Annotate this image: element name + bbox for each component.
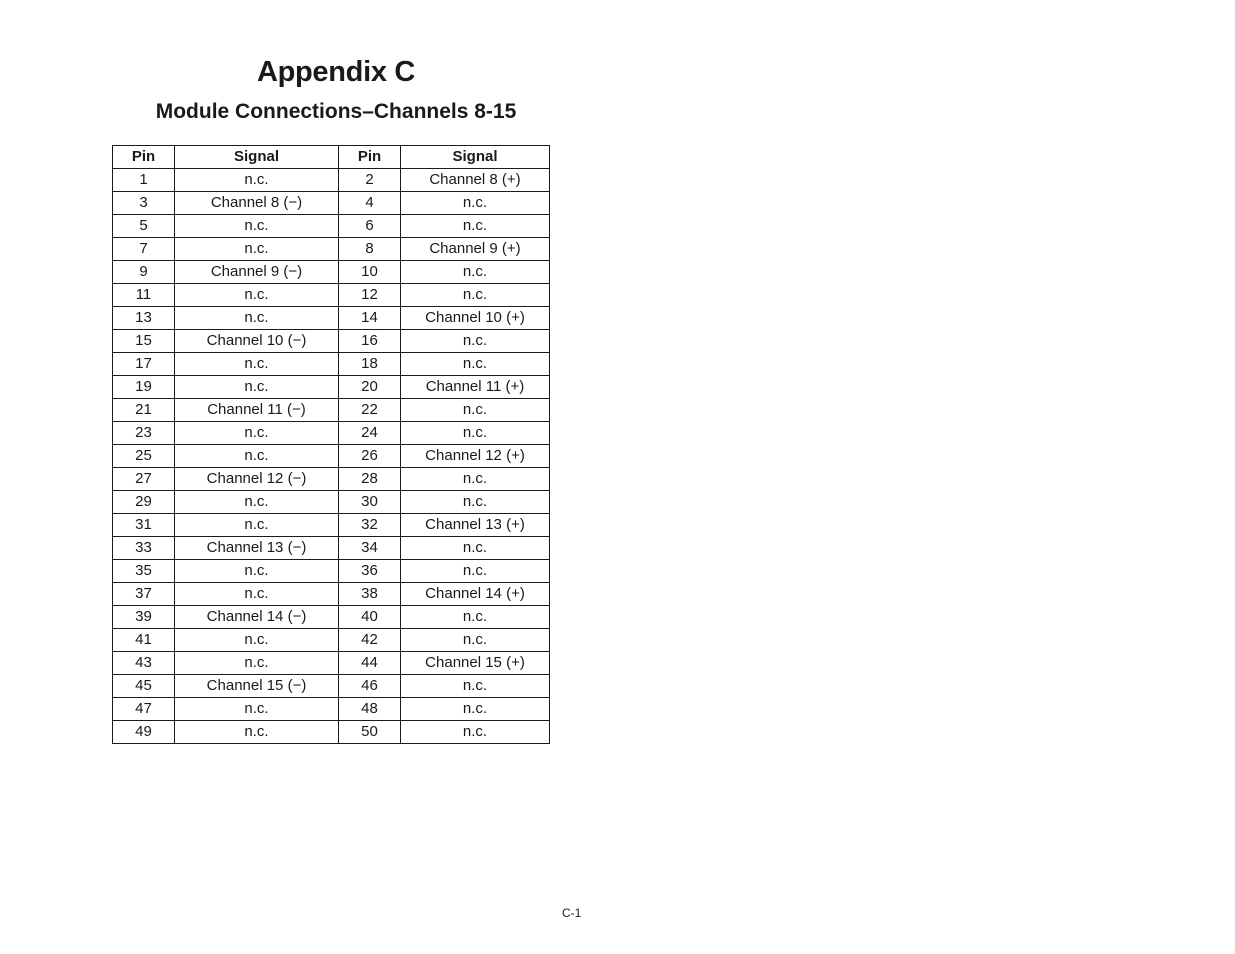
- table-row: [113, 376, 550, 399]
- table-row: [113, 238, 550, 261]
- signal-right-cell: n.c.: [401, 537, 550, 560]
- signal-right-cell: n.c.: [401, 261, 550, 284]
- pin-left-cell: 31: [113, 514, 175, 537]
- signal-right-cell: n.c.: [401, 353, 550, 376]
- pin-left-cell: 7: [113, 238, 175, 261]
- pin-left-cell: 3: [113, 192, 175, 215]
- pin-left-cell: 35: [113, 560, 175, 583]
- pin-right-cell: 28: [339, 468, 401, 491]
- signal-left-cell: n.c.: [175, 238, 339, 261]
- pin-left-cell: 11: [113, 284, 175, 307]
- pin-right-cell: 8: [339, 238, 401, 261]
- header-pin-right: Pin: [339, 146, 401, 169]
- signal-right-cell: Channel 11 (+): [401, 376, 550, 399]
- table-row: [113, 468, 550, 491]
- table-row: [113, 284, 550, 307]
- signal-left-cell: n.c.: [175, 376, 339, 399]
- pin-right-cell: 50: [339, 721, 401, 744]
- pin-left-cell: 9: [113, 261, 175, 284]
- table-row: [113, 399, 550, 422]
- page-title: Appendix C: [256, 56, 416, 89]
- pin-left-cell: 27: [113, 468, 175, 491]
- signal-right-cell: n.c.: [401, 215, 550, 238]
- pin-right-cell: 14: [339, 307, 401, 330]
- table-row: [113, 261, 550, 284]
- pin-left-cell: 39: [113, 606, 175, 629]
- signal-left-cell: Channel 14 (−): [175, 606, 339, 629]
- signal-right-cell: n.c.: [401, 192, 550, 215]
- pin-right-cell: 44: [339, 652, 401, 675]
- page-subtitle: Module Connections–Channels 8-15: [155, 100, 517, 124]
- signal-left-cell: n.c.: [175, 422, 339, 445]
- signal-right-cell: Channel 8 (+): [401, 169, 550, 192]
- pin-left-cell: 17: [113, 353, 175, 376]
- pin-right-cell: 46: [339, 675, 401, 698]
- pin-left-cell: 19: [113, 376, 175, 399]
- pin-left-cell: 41: [113, 629, 175, 652]
- table-row: [113, 330, 550, 353]
- pin-left-cell: 33: [113, 537, 175, 560]
- signal-right-cell: n.c.: [401, 721, 550, 744]
- table-body: [113, 169, 550, 744]
- table-row: [113, 491, 550, 514]
- table-row: [113, 583, 550, 606]
- pin-right-cell: 36: [339, 560, 401, 583]
- signal-right-cell: Channel 13 (+): [401, 514, 550, 537]
- signal-left-cell: n.c.: [175, 284, 339, 307]
- table-row: [113, 721, 550, 744]
- signal-left-cell: Channel 12 (−): [175, 468, 339, 491]
- pin-left-cell: 29: [113, 491, 175, 514]
- table-row: [113, 652, 550, 675]
- signal-left-cell: Channel 9 (−): [175, 261, 339, 284]
- table-row: [113, 514, 550, 537]
- header-pin-left: Pin: [113, 146, 175, 169]
- table-row: [113, 445, 550, 468]
- table-row: [113, 675, 550, 698]
- signal-left-cell: n.c.: [175, 652, 339, 675]
- pin-left-cell: 49: [113, 721, 175, 744]
- pin-right-cell: 12: [339, 284, 401, 307]
- pin-right-cell: 18: [339, 353, 401, 376]
- signal-right-cell: n.c.: [401, 675, 550, 698]
- signal-right-cell: n.c.: [401, 330, 550, 353]
- pin-right-cell: 38: [339, 583, 401, 606]
- signal-left-cell: Channel 13 (−): [175, 537, 339, 560]
- signal-right-cell: Channel 10 (+): [401, 307, 550, 330]
- pin-left-cell: 15: [113, 330, 175, 353]
- pin-right-cell: 48: [339, 698, 401, 721]
- pin-left-cell: 47: [113, 698, 175, 721]
- pin-right-cell: 24: [339, 422, 401, 445]
- table-row: [113, 215, 550, 238]
- pin-right-cell: 6: [339, 215, 401, 238]
- signal-right-cell: n.c.: [401, 468, 550, 491]
- pin-right-cell: 20: [339, 376, 401, 399]
- pin-right-cell: 22: [339, 399, 401, 422]
- table-header-row: [113, 146, 550, 169]
- signal-left-cell: n.c.: [175, 215, 339, 238]
- signal-right-cell: n.c.: [401, 491, 550, 514]
- signal-right-cell: n.c.: [401, 698, 550, 721]
- signal-right-cell: Channel 14 (+): [401, 583, 550, 606]
- table-row: [113, 537, 550, 560]
- signal-left-cell: n.c.: [175, 721, 339, 744]
- signal-left-cell: n.c.: [175, 560, 339, 583]
- pin-connection-table: [112, 145, 550, 744]
- signal-right-cell: Channel 12 (+): [401, 445, 550, 468]
- signal-right-cell: n.c.: [401, 399, 550, 422]
- pin-right-cell: 10: [339, 261, 401, 284]
- pin-left-cell: 1: [113, 169, 175, 192]
- pin-right-cell: 32: [339, 514, 401, 537]
- table-row: [113, 698, 550, 721]
- pin-right-cell: 34: [339, 537, 401, 560]
- table-row: [113, 169, 550, 192]
- header-signal-left: Signal: [175, 146, 339, 169]
- signal-left-cell: n.c.: [175, 353, 339, 376]
- pin-left-cell: 5: [113, 215, 175, 238]
- table-row: [113, 192, 550, 215]
- signal-left-cell: Channel 8 (−): [175, 192, 339, 215]
- pin-left-cell: 25: [113, 445, 175, 468]
- signal-left-cell: n.c.: [175, 698, 339, 721]
- signal-right-cell: n.c.: [401, 560, 550, 583]
- pin-right-cell: 2: [339, 169, 401, 192]
- table-row: [113, 353, 550, 376]
- signal-right-cell: n.c.: [401, 284, 550, 307]
- pin-left-cell: 23: [113, 422, 175, 445]
- signal-right-cell: Channel 9 (+): [401, 238, 550, 261]
- signal-left-cell: n.c.: [175, 583, 339, 606]
- pin-right-cell: 40: [339, 606, 401, 629]
- signal-left-cell: n.c.: [175, 169, 339, 192]
- pin-right-cell: 30: [339, 491, 401, 514]
- table-row: [113, 307, 550, 330]
- pin-right-cell: 16: [339, 330, 401, 353]
- pin-left-cell: 13: [113, 307, 175, 330]
- page-number: C-1: [562, 906, 582, 920]
- signal-right-cell: n.c.: [401, 422, 550, 445]
- signal-left-cell: n.c.: [175, 514, 339, 537]
- pin-right-cell: 26: [339, 445, 401, 468]
- pin-left-cell: 37: [113, 583, 175, 606]
- pin-right-cell: 4: [339, 192, 401, 215]
- table-row: [113, 422, 550, 445]
- table-row: [113, 560, 550, 583]
- pin-left-cell: 21: [113, 399, 175, 422]
- signal-right-cell: n.c.: [401, 629, 550, 652]
- signal-right-cell: n.c.: [401, 606, 550, 629]
- signal-left-cell: n.c.: [175, 445, 339, 468]
- pin-right-cell: 42: [339, 629, 401, 652]
- signal-left-cell: n.c.: [175, 307, 339, 330]
- pin-left-cell: 43: [113, 652, 175, 675]
- signal-left-cell: Channel 11 (−): [175, 399, 339, 422]
- signal-left-cell: Channel 15 (−): [175, 675, 339, 698]
- signal-left-cell: n.c.: [175, 491, 339, 514]
- signal-right-cell: Channel 15 (+): [401, 652, 550, 675]
- table-row: [113, 606, 550, 629]
- signal-left-cell: Channel 10 (−): [175, 330, 339, 353]
- signal-left-cell: n.c.: [175, 629, 339, 652]
- table-row: [113, 629, 550, 652]
- pin-left-cell: 45: [113, 675, 175, 698]
- header-signal-right: Signal: [401, 146, 550, 169]
